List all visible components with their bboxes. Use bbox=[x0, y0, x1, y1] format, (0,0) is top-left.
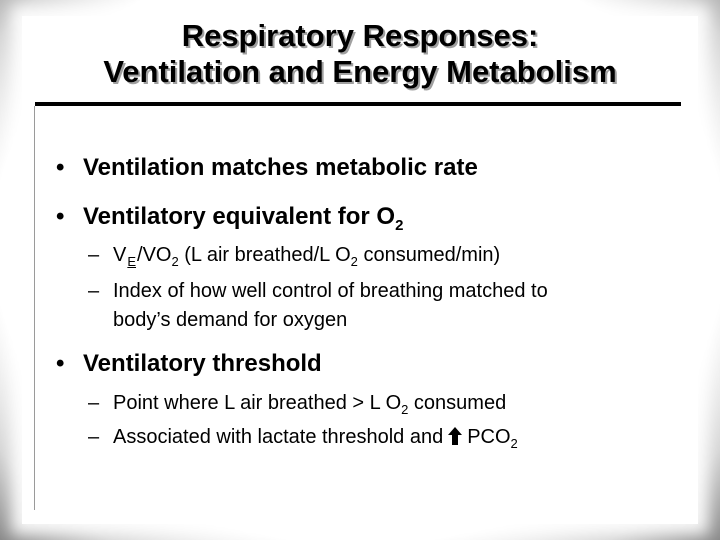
sub-bullet-text bbox=[113, 425, 518, 449]
point-end: consumed bbox=[408, 392, 507, 414]
point-text: Point where L air breathed > L O bbox=[113, 392, 402, 414]
subscript: 2 bbox=[395, 217, 404, 234]
ve-rest: (L air breathed/L O bbox=[178, 244, 351, 266]
title-line-1: Respiratory Responses: bbox=[181, 18, 539, 53]
slide-title bbox=[0, 18, 720, 90]
bullet-text bbox=[83, 203, 404, 234]
ve-end: consumed/min) bbox=[357, 244, 501, 266]
subscript: 2 bbox=[350, 254, 358, 269]
bullet-marker: • bbox=[56, 203, 65, 230]
assoc-text: Associated with lactate threshold and bbox=[113, 426, 444, 448]
bullet-marker: • bbox=[56, 350, 65, 377]
bullet-text: Ventilatory threshold bbox=[83, 350, 322, 377]
dash-marker: – bbox=[88, 426, 100, 448]
dash-marker: – bbox=[88, 280, 100, 302]
bullet-text: Ventilation matches metabolic rate bbox=[83, 154, 478, 181]
pco-text: PCO bbox=[467, 426, 511, 448]
sub-bullet-text-line-2: body’s demand for oxygen bbox=[113, 309, 348, 331]
title-line-2: Ventilation and Energy Metabolism bbox=[103, 54, 617, 89]
subscript: 2 bbox=[401, 402, 409, 417]
sub-bullet-text: $VE/VO_2$ (L air breathed/L $O_2$ consumed/min) bbox=[113, 244, 501, 269]
dash-marker: – bbox=[88, 244, 100, 266]
bullet-marker: • bbox=[56, 154, 65, 181]
subscript: 2 bbox=[171, 254, 179, 269]
sub-bullet-text bbox=[113, 391, 506, 415]
v-letter: V bbox=[113, 244, 127, 266]
dash-marker: – bbox=[88, 392, 100, 414]
left-border-line bbox=[34, 106, 35, 510]
sub-bullet-text-line-1: Index of how well control of breathing matched to bbox=[113, 280, 548, 302]
bullet-text-main: Ventilatory equivalent for O bbox=[83, 203, 396, 230]
up-arrow-icon bbox=[447, 426, 463, 446]
title-divider bbox=[35, 102, 681, 106]
slash-vo: /VO bbox=[137, 244, 172, 266]
subscript: 2 bbox=[510, 436, 518, 451]
